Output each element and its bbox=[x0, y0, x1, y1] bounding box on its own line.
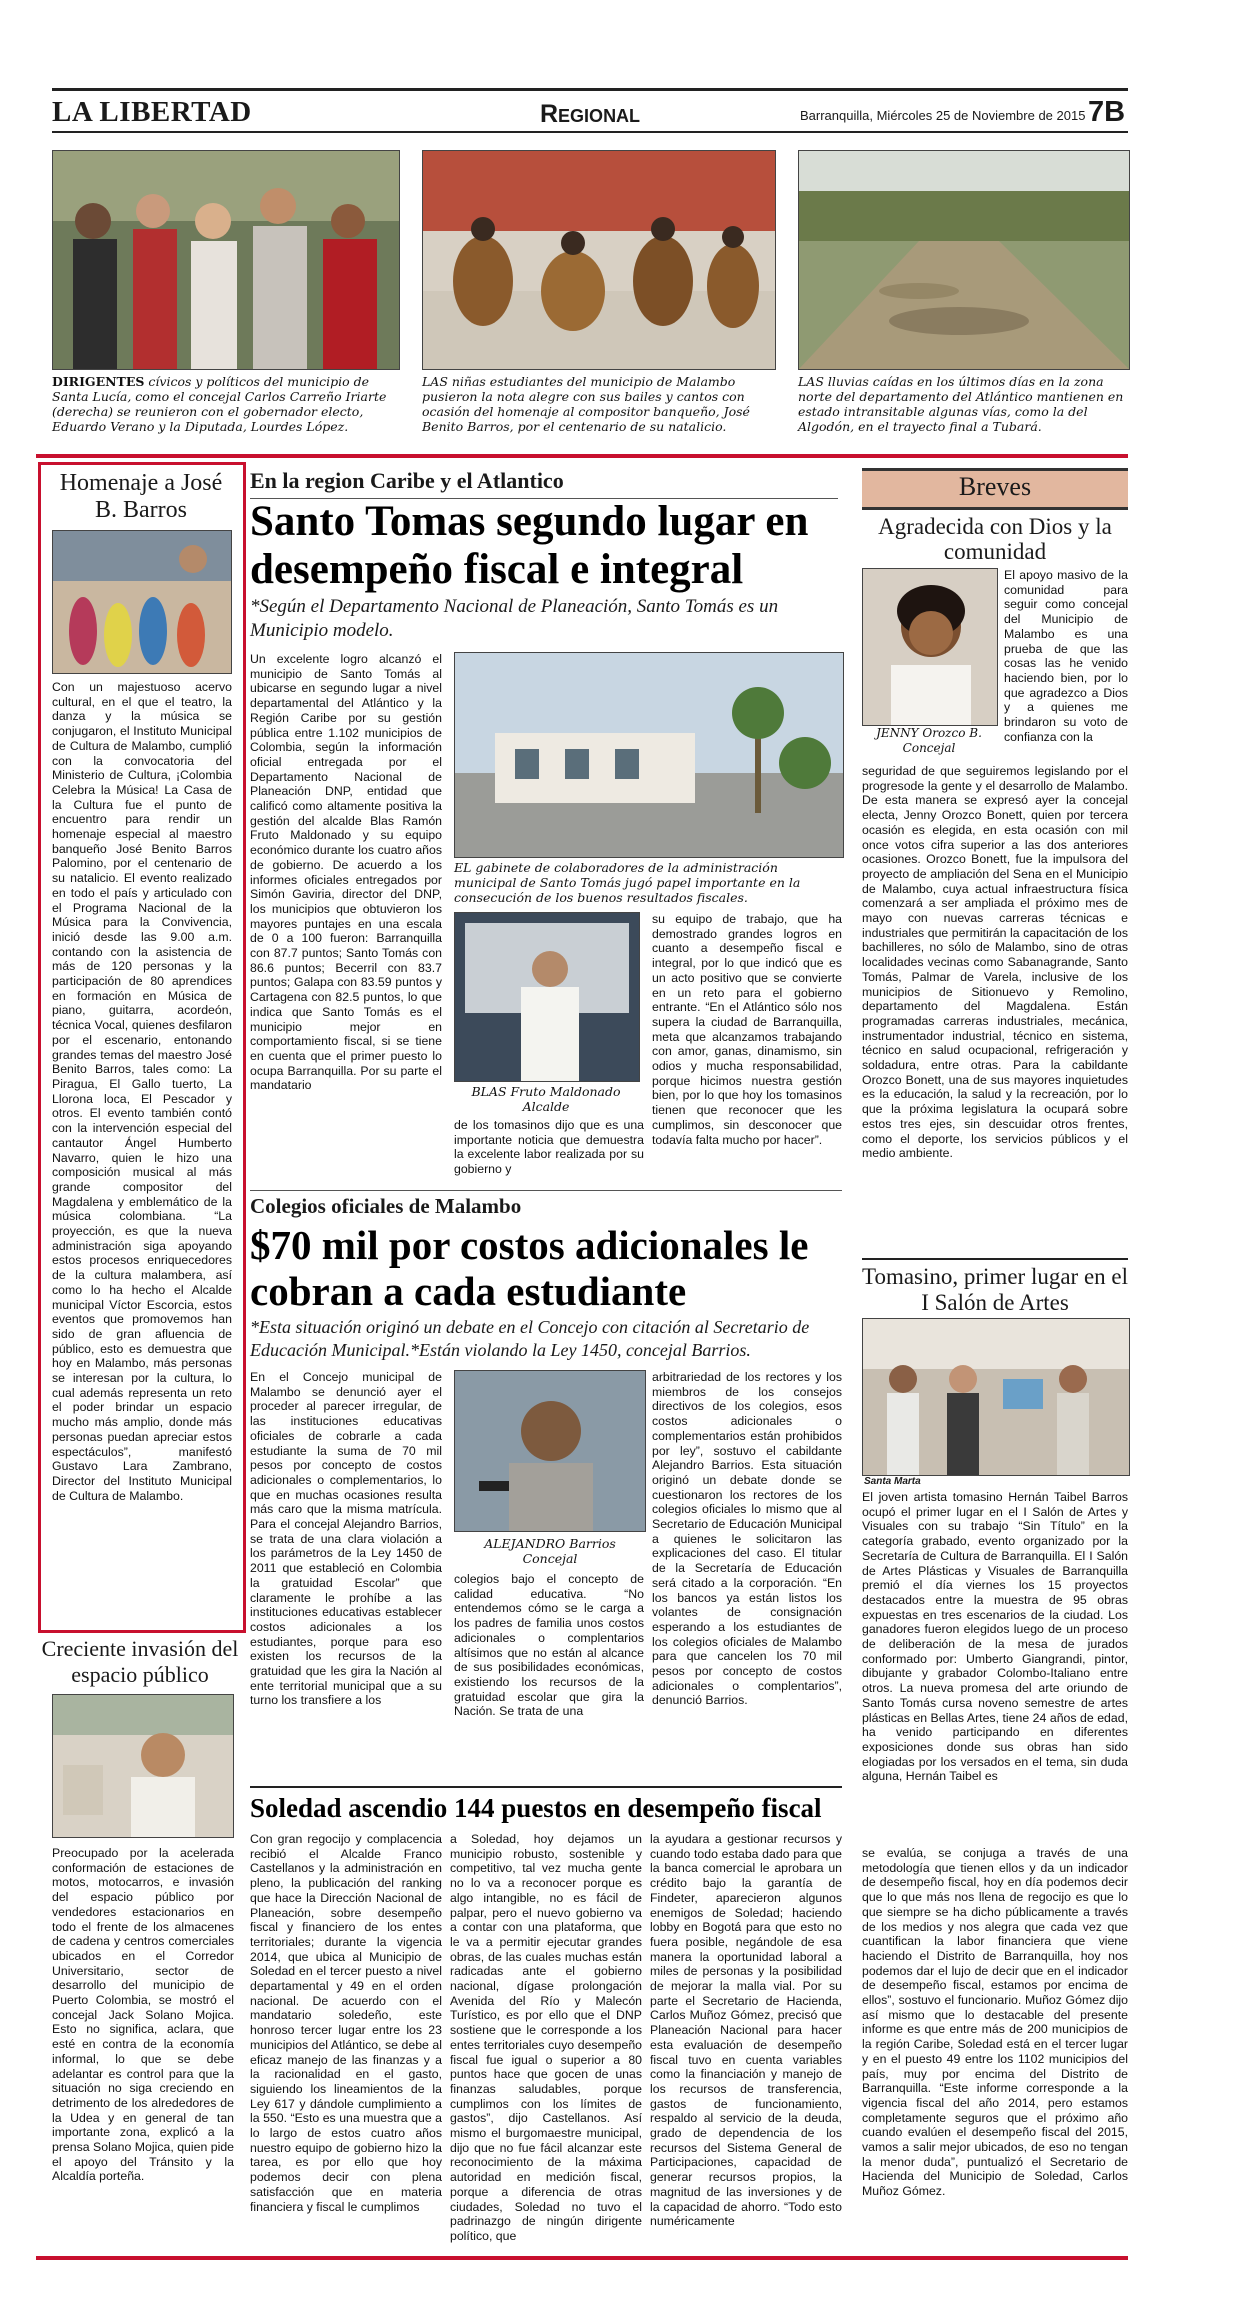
main-col2-under: de los tomasinos dijo que es una importante noticia que demuestra la excelente labor realizada por su gobierno y bbox=[454, 1118, 644, 1177]
tomasino-photo-label: Santa Marta bbox=[864, 1476, 921, 1487]
main-col3: su equipo de trabajo, que ha demostrado grandes logros en cuanto a desempeño fiscal e integral, por lo que indicó que es un acto positivo que se convierte en un reto para el gobierno entrante. “En el Atlántico sólo nos supera la ciudad de Barranquilla, meta que alcanzamos trabajando con amor, ganas, dinamismo, sin odios y mucha responsabilidad, porque hicimos nuestra gestión bien, por lo que hoy los tomasinos tienen que reconocer que les cumplimos, sin desconocer que todavía falta mucho por hacer”. bbox=[652, 912, 842, 1147]
photo-alejandro bbox=[454, 1370, 646, 1532]
photo-tomasino bbox=[862, 1318, 1130, 1476]
caption-dirigentes: DIRIGENTES cívicos y políticos del municipio de Santa Lucía, como el concejal Carlos Carreño Iriarte (derecha) se reunieron con el gobernador electo, Eduardo Verano y la Diputada, Lourdes López. bbox=[52, 374, 387, 434]
caption-alejandro: ALEJANDRO Barrios Concejal bbox=[484, 1536, 616, 1566]
red-divider bbox=[36, 454, 1128, 458]
soledad-headline: Soledad ascendio 144 puestos en desempeño fiscal bbox=[250, 1793, 822, 1823]
colegios-col1: En el Concejo municipal de Malambo se denunció ayer el proceder al parecer irregular, de las instituciones educativas oficiales de cobrarle a cada estudiante la suma de 70 mil pesos por concepto de costos adicionales o complementarios, lo que en muchas ocasiones resulta más caro que la misma matrícula. Para el concejal Alejandro Barrios, se trata de una clara violación a los parámetros de la Ley 1450 de 2011 que estableció en Colombia la gratuidad Escolar” que claramente le prohíbe a las instituciones educativas establecer costos adicionales a los estudiantes, porque para eso existen los recursos de la gratuidad que les gira la Nación al ente territorial municipal que a su turno los transfiere a los bbox=[250, 1370, 442, 1708]
homenaje-title: Homenaje a José B. Barros bbox=[59, 470, 223, 523]
colegios-headline: $70 mil por costos adicionales le cobran a cada estudiante bbox=[250, 1222, 809, 1314]
photo-invasion bbox=[52, 1694, 234, 1838]
caption-jenny: JENNY Orozco B. Concejal bbox=[876, 726, 982, 755]
colegios-kicker: Colegios oficiales de Malambo bbox=[250, 1194, 522, 1218]
jenny-body: seguridad de que seguiremos legislando por el progresode la gente y el desarrollo de Malambo. De esta manera se expresó ayer la concejal electa, Jenny Orozco Bonett, quien por tercera ocasión es elegida, en esta ocasión con mil once votos cifra superior a las dos anteriores ocasiones. Orozco Bonett, fue la impulsora del proyecto de ampliación del Sena en el Municipio de Malambo, cuya actual infraestructura física comenzará a ser ampliada el próximo mes de mayo con nuevas carreras técnicas e industriales que permitirán la capacitación de los bachilleres, no sólo de Malambo, sino de otras localidades vecinas como Sabanagrande, Santo Tomás, Palmar de Varela, inclusive de los municipios de Sitionuevo y Remolino, departamento del Magdalena. Están programadas carreras industriales, mecánica, instrumentador industrial, técnico en sistema, técnico en salud ocupacional, refrigeración y soldadura, entre otras. Para la cabildante Orozco Bonett, una de sus mayores inquietudes es la educación, la salud y la recreación, por lo que la próxima legislatura la ocupará sobre estos tres ejes, sin descuidar otros frentes, como el deporte, los servicios públicos y el medio ambiente. bbox=[862, 764, 1128, 1161]
page-number: 7B bbox=[1088, 96, 1126, 128]
masthead-rule bbox=[52, 131, 1128, 133]
jenny-title: Agradecida con Dios y la comunidad bbox=[878, 514, 1112, 564]
photo-blas-fruto bbox=[454, 912, 640, 1082]
breves-title: Breves bbox=[958, 472, 1032, 501]
soledad-col1: Con gran regocijo y complacencia recibió el Alcalde Franco Castellanos y la administración en pleno, la publicación del ranking que hace la Dirección Nacional de Planeación, sobre desempeño fiscal y financiero de los entes territoriales; durante la vigencia 2014, que ubica al Municipio de Soledad en el tercer puesto a nivel departamental y 49 en el orden nacional. De acuerdo con el mandatario soledeño, este honroso tercer lugar entre los 23 municipios del Atlántico, se debe al eficaz manejo de las finanzas y a la racionalidad en el gasto, siguiendo los lineamientos de la Ley 617 y dándole cumplimiento a la 550. “Esto es una muestra que a lo largo de estos cuatro años nuestro equipo de gobierno hizo la tarea, es por ello que hoy podemos decir con plena satisfacción que en materia financiera y fiscal le cumplimos bbox=[250, 1832, 442, 2214]
main-col1: Un excelente logro alcanzó el municipio de Santo Tomás al ubicarse en segundo lugar a nivel departamental del Atlántico y la Región Caribe por su gestión pública entre 1.102 municipios de Colombia, según la información oficial entregada por el Departamento Nacional de Planeación DNP, entidad que calificó como altamente positiva la gestión del alcalde Blas Ramón Fruto Maldonado y su equipo económico durante los cuatro años de gobierno. De acuerdo a los informes oficiales entregados por Simón Gaviria, director del DNP, los municipios que obtuvieron los mayores puntajes en una escala de 0 a 100 fueron: Barranquilla con 87.7 puntos; Santo Tomás con 86.6 puntos; Becerril con 83.7 puntos; Galapa con 83.59 puntos y Cartagena con 82.5 puntos, lo que indica que Santo Tomás es el municipio mejor en comportamiento fiscal, si se tiene en cuenta que el primer puesto lo ocupa Barranquilla. Por su parte el mandatario bbox=[250, 652, 442, 1093]
homenaje-body: Con un majestuoso acervo cultural, en el que el teatro, la danza y la música se conjugaron, el Instituto Municipal de Cultura de Malambo, cumplió con la convocatoria del Ministerio de Cultura, ¡Colombia Celebra la Música! La Casa de la Cultura fue el punto de encuentro para rendir un homenaje especial al maestro banqueño José Benito Barros Palomino, por el centenario de su natalicio. El evento realizado en todo el país y articulado con el Programa Nacional de la Música para la Convivencia, inició desde las 9.00 a.m. contando con la asistencia de más de 120 personas y la participación de 80 aprendices en formación en Música de piano, guitarra, acordeón, técnica Vocal, quienes desfilaron por el escenario, entonando grandes temas del maestro José Benito Barros, tales como: La Piragua, El Gallo tuerto, La Llorona loca, El Pescador y otros. El evento también contó con la intervención especial del cantautor Ángel Humberto Navarro, quien le hizo una composición musical al más grande compositor del Magdalena y emblemático de la música colombiana. “La proyección, es que la nueva administración siga apoyando estos procesos enriquecedores de la cultura malambera, así como lo ha hecho el Alcalde municipal Víctor Escorcia, estos eventos que promovemos han sido de gran afluencia de público, esto es demuestra que hoy en Malambo, más personas se interesan por la cultura, lo cual además representa un reto el poder brindar un espacio mucho más amplio, donde más personas puedan apreciar estos espectáculos”, manifestó Gustavo Lara Zambrano, Director del Instituto Municipal de Cultura de Malambo. bbox=[52, 680, 232, 1503]
bottom-rule bbox=[36, 2256, 1128, 2260]
photo-dirigentes bbox=[52, 150, 400, 370]
invasion-body: Preocupado por la acelerada conformación de estaciones de motos, motocarros, e invasión del espacio público por vendedores estacionarios en todo el frente de los almacenes de cadena y centros comerciales ubicados en el Corredor Universitario, sector de desarrollo del municipio de Puerto Colombia, se mostró el concejal Jack Solano Mojica. Esto no significa, aclara, que esté en contra de la economía informal, lo que se debe adelantar es control para que la situación no siga creciendo en detrimento de los alrededores de la Udea y en general de tan importante zona, explicó a la prensa Solano Mojica, quien pide el apoyo del Tránsito y la Alcaldía porteña. bbox=[52, 1846, 234, 2184]
soledad-col3: la ayudara a gestionar recursos y cuando todo estaba dado para que la banca comercial le aprobara un crédito bajo la garantía de Findeter, aparecieron algunos enemigos de Soledad; haciendo lobby en Bogotá para que esto no fuera posible, negándole de esa manera la oportunidad laboral a miles de personas y la posibilidad de mejorar la malla vial. Por su parte el Secretario de Hacienda, Carlos Muñoz Gómez, precisó que Planeación Nacional para hacer esta evaluación de desempeño fiscal tuvo en cuenta variables como la financiación y manejo de los recursos de transferencia, gastos de funcionamiento, respaldo al servicio de la deuda, grado de dependencia de los recursos del Sistema General de Participaciones, capacidad de generar recursos propios, la magnitud de las inversiones y de la capacidad de ahorro. “Todo esto numéricamente bbox=[650, 1832, 842, 2229]
photo-gabinete bbox=[454, 652, 844, 858]
dateline: Barranquilla, Miércoles 25 de Noviembre de 2015 bbox=[800, 108, 1086, 123]
section-name: Regional bbox=[540, 100, 641, 128]
tomasino-rule bbox=[862, 1258, 1128, 1260]
soledad-top-rule bbox=[250, 1786, 842, 1788]
jenny-body-wrap: El apoyo masivo de la comunidad para seguir como concejal del Municipio de Malambo es una prueba de que las cosas las he venido haciendo bien, por lo que agradezco a Dios y a quienes me brindaron su voto de confianza con la bbox=[1004, 568, 1128, 744]
main-deck: *Según el Departamento Nacional de Planeación, Santo Tomás es un Municipio modelo. bbox=[250, 596, 779, 641]
photo-ninas-danza bbox=[422, 150, 776, 370]
soledad-col4: se evalúa, se conjuga a través de una metodología que tienen ellos y da un indicador de desempeño fiscal, hoy en día podemos decir que lo que más nos llena de regocijo es que lo que siempre se ha dicho públicamente a través de los medios y nos alegra que cada vez que cuantifican la labor financiera que viene haciendo el Distrito de Barranquilla, hoy nos podemos dar el lujo de decir que en el indicador de desempeño fiscal, estamos por encima de ellos”, sostuvo el funcionario. Muñoz Gómez dijo así mismo que lo destacable del presente informe es que entre más de 200 municipios de la región Caribe, Soledad está en el tercer lugar y en el puesto 49 entre los 1102 municipios del país, muy por encima del Distrito de Barranquilla. “Este informe corresponde a la vigencia fiscal del año 2014, pero estamos completamente seguros que el próximo año cuando evalúen el desempeño fiscal del 2015, vamos a salir mejor ubicados, de eso no tengan la menor duda”, puntualizó el Secretario de Hacienda del Municipio de Soledad, Carlos Muñoz Gómez. bbox=[862, 1846, 1128, 2199]
colegios-deck: *Esta situación originó un debate en el Concejo con citación al Secretario de Educación Municipal.*Están violando la Ley 1450, concejal Barrios. bbox=[250, 1317, 810, 1360]
colegios-col2-under: colegios bajo el concepto de calidad educativa. “No entendemos cómo se le carga a los padres de familia unos costos adicionales o complentarios altísimos que no están al alcance de sus posibilidades económicas, existiendo los recursos de la gratuidad escolar que gira la Nación. Se trata de una bbox=[454, 1572, 644, 1719]
main-kicker: En la region Caribe y el Atlantico bbox=[250, 468, 564, 493]
tomasino-body: El joven artista tomasino Hernán Taibel Barros ocupó el primer lugar en el I Salón de Artes y Visuales con su trabajo “Sin Título” en la categoría grabado, evento organizado por la Secretaría de Cultura de Barranquilla. El I Salón de Artes Plásticas y Visuales de Barranquilla premió el día viernes los 15 proyectos destacados entre la muestra de 95 obras expuestas en tres escenarios de la ciudad. Los ganadores fueron elegidos luego de un proceso de deliberación de la mesa de jurados conformado por: Umberto Giangrandi, pintor, dibujante y grabador Colombo-Italiano entre otros. La nueva promesa del arte oriundo de Santo Tomás cursa noveno semestre de artes plásticas en Bellas Artes, tiene 24 años de edad, ha venido participando en diferentes exposiciones donde sus obras han sido elogiadas por los versados en el tema, sin duda alguna, Hernán Taibel es bbox=[862, 1490, 1128, 1784]
soledad-col2: a Soledad, hoy dejamos un municipio robusto, sostenible y competitivo, tal vez mucha gente no lo va a reconocer porque es algo intangible, no es fácil de palpar, pero el nuevo gobierno va a contar con una plataforma, que le va a permitir ejecutar grandes obras, de las cuales muchas están radicadas ante el gobierno nacional, dígase prolongación Avenida del Río y Malecón Turístico, es por ello que el DNP sostiene que le corresponde a los entes territoriales cuyo desempeño fiscal fue igual o superior a 80 puntos hace que gocen de unas finanzas saludables, porque cumplimos con los límites de gastos”, dijo Castellanos. Así mismo el burgomaestre municipal, dijo que no fue fácil alcanzar este reconocimiento de la máxima autoridad en medición fiscal, porque a diferencia de otras ciudades, Soledad no tuvo el padrinazgo de ningún dirigente político, que bbox=[450, 1832, 642, 2243]
caption-gabinete: EL gabinete de colaboradores de la administración municipal de Santo Tomás jugó papel importante en la consecución de los buenos resultados fiscales. bbox=[454, 860, 801, 905]
main-headline: Santo Tomas segundo lugar en desempeño fiscal e integral bbox=[250, 498, 809, 593]
invasion-title: Creciente invasión del espacio público bbox=[41, 1636, 239, 1687]
top-rule bbox=[52, 88, 1128, 91]
photo-homenaje bbox=[52, 530, 232, 674]
tomasino-title: Tomasino, primer lugar en el I Salón de Artes bbox=[862, 1264, 1129, 1315]
photo-jenny bbox=[862, 568, 998, 726]
paper-name: LA LIBERTAD bbox=[52, 96, 252, 128]
colegios-col3: arbitrariedad de los rectores y los miembros de los consejos directivos de los colegios, esos costos adicionales o complementarios están prohibidos por ley”, sostuvo el cabildante Alejandro Barrios. Esta situación originó un debate donde se cuestionaron los rectores de los colegios oficiales lo mismo que al Secretario de Educación Municipal a quienes le solicitaron las explicaciones del caso. El titular de la Secretaría de Educación será citado a la corporación. “En los bancos ya están listos los volantes de consignación esperando a los estudiantes de los colegios oficiales de Malambo para que cancelen los 70 mil pesos por concepto de costos adicionales o complentarios”, denunció Barrios. bbox=[652, 1370, 842, 1708]
caption-lluvias: LAS lluvias caídas en los últimos días en la zona norte del departamento del Atlántico mantienen en estado intransitable algunas vías, como la del Algodón, en el trayecto final a Tubará. bbox=[798, 374, 1124, 434]
colegios-top-rule bbox=[250, 1190, 842, 1191]
caption-blas: BLAS Fruto Maldonado Alcalde bbox=[471, 1084, 621, 1114]
photo-via-algodon bbox=[798, 150, 1130, 370]
caption-ninas: LAS niñas estudiantes del municipio de Malambo pusieron la nota alegre con sus bailes y cantos con ocasión del homenaje al compositor banqueño, José Benito Barros, por el centenario de su natalicio. bbox=[422, 374, 750, 434]
